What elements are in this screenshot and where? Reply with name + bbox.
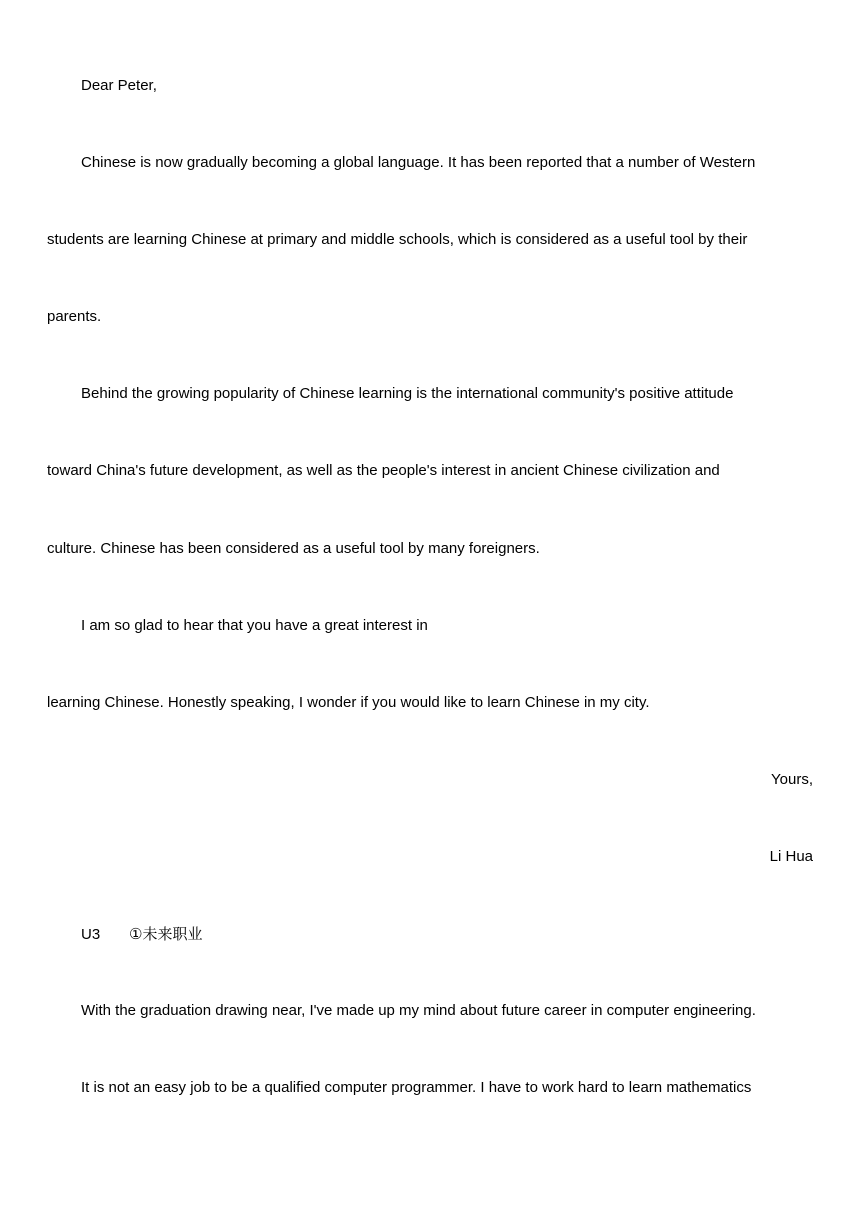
letter-line-2: students are learning Chinese at primary and middle schools, which is considered as a useful tool by their [47, 231, 748, 248]
letter-line-4: Behind the growing popularity of Chinese learning is the international community's positive attitude [81, 385, 734, 402]
section-topic: ①未来职业 [129, 925, 203, 943]
letter-line-6: culture. Chinese has been considered as a useful tool by many foreigners. [47, 540, 540, 557]
section-heading [81, 923, 813, 945]
letter-line-8: learning Chinese. Honestly speaking, I wonder if you would like to learn Chinese in my city. [47, 694, 650, 711]
letter-closing: Yours, [771, 771, 813, 788]
letter-line-5: toward China's future development, as well as the people's interest in ancient Chinese civilization and [47, 462, 720, 479]
letter-signature: Li Hua [769, 848, 813, 865]
section-line-1: With the graduation drawing near, I've made up my mind about future career in computer engineering. [81, 1002, 756, 1019]
letter-line-1: Chinese is now gradually becoming a global language. It has been reported that a number of Western [81, 154, 756, 171]
letter-greeting: Dear Peter, [81, 77, 157, 94]
unit-number: U3 [81, 926, 101, 943]
section-line-2: It is not an easy job to be a qualified computer programmer. I have to work hard to learn mathematics [81, 1079, 752, 1096]
letter-line-7: I am so glad to hear that you have a great interest in [81, 617, 428, 634]
letter-line-3: parents. [47, 308, 102, 325]
